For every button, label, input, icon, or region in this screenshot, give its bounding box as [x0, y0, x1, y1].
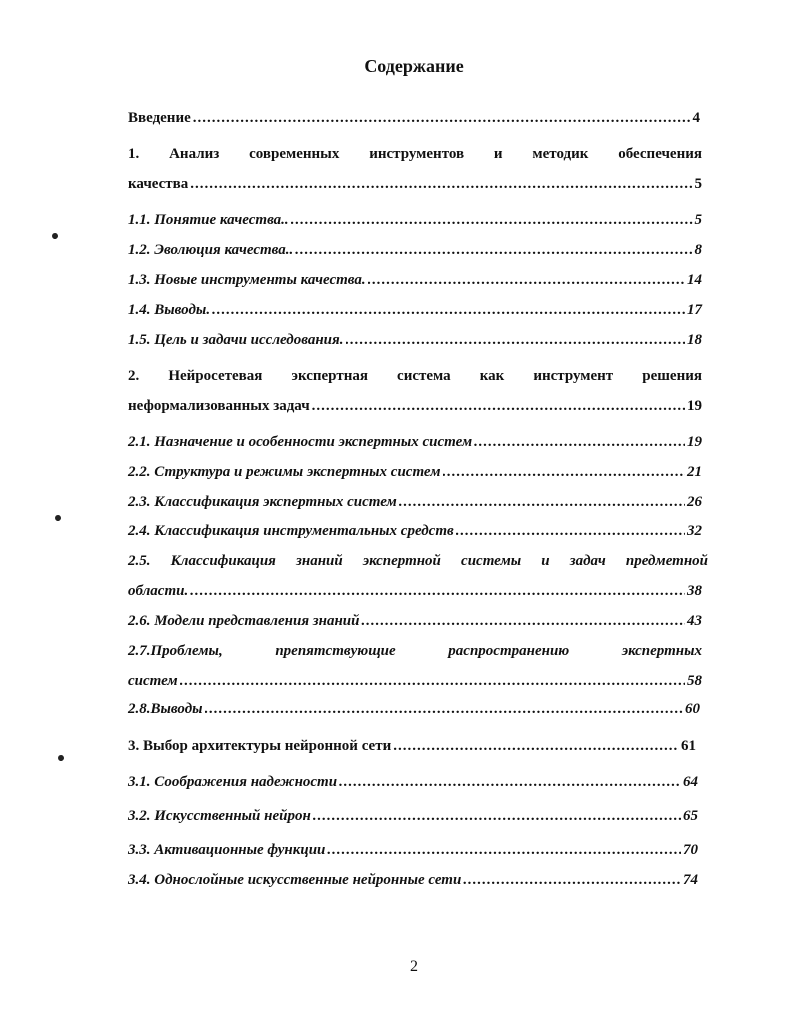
toc-entry-2-8[interactable]: 2.8.Выводы ..... 60: [128, 699, 700, 719]
toc-entry-2-4[interactable]: 2.4. Классификация инструментальных средств ..... 32: [128, 521, 702, 541]
scan-speck: [51, 232, 59, 240]
toc-entry-1-5[interactable]: 1.5. Цель и задачи исследования. ..... 18: [128, 330, 702, 350]
toc-entry-2-3[interactable]: 2.3. Классификация экспертных систем ..... 26: [128, 492, 702, 512]
toc-entry-3-3[interactable]: 3.3. Активационные функции ..... 70: [128, 840, 698, 860]
toc-entry-3-2[interactable]: 3.2. Искусственный нейрон ..... 65: [128, 806, 698, 826]
toc-entry-chapter-2[interactable]: 2. Нейросетевая экспертная система как инструмент решения неформализованных задач ..... 19: [128, 366, 702, 416]
toc-entry-2-7[interactable]: 2.7.Проблемы, препятствующие распространению экспертных систем ..... 58: [128, 641, 702, 691]
toc-entry-line: 1. Анализ современных инструментов и методик обеспечения: [128, 146, 702, 162]
toc-entry-chapter-1[interactable]: 1. Анализ современных инструментов и методик обеспечения качества ..... 5: [128, 144, 702, 194]
toc-entry-1-3[interactable]: 1.3. Новые инструменты качества. ..... 14: [128, 270, 702, 290]
toc-entry-1-2[interactable]: 1.2. Эволюция качества.. ..... 8: [128, 240, 702, 260]
toc-entry-line: 2.7.Проблемы, препятствующие распространению экспертных: [128, 643, 702, 659]
toc-entry-intro[interactable]: Введение ..... 4: [128, 108, 700, 128]
toc-entry-2-1[interactable]: 2.1. Назначение и особенности экспертных систем ..... 19: [128, 432, 702, 452]
scan-speck: [54, 514, 62, 522]
page-number: 2: [410, 958, 418, 975]
toc-entry-2-5[interactable]: 2.5. Классификация знаний экспертной системы и задач предметной области. ..... 38: [128, 551, 708, 601]
toc-entry-1-1[interactable]: 1.1. Понятие качества.. ..... 5: [128, 210, 702, 230]
toc-heading: Содержание: [364, 56, 464, 76]
toc-entry-3-4[interactable]: 3.4. Однослойные искусственные нейронные сети ..... 74: [128, 870, 698, 890]
toc-entry-line: 2.5. Классификация знаний экспертной системы и задач предметной: [128, 553, 708, 569]
toc-entry-chapter-3[interactable]: 3. Выбор архитектуры нейронной сети ..... 61: [128, 736, 696, 756]
toc-entry-line: 2. Нейросетевая экспертная система как инструмент решения: [128, 368, 702, 384]
toc-entry-2-6[interactable]: 2.6. Модели представления знаний ..... 43: [128, 611, 702, 631]
toc-entry-1-4[interactable]: 1.4. Выводы. ..... 17: [128, 300, 702, 320]
scan-speck: [57, 754, 65, 762]
toc-entry-2-2[interactable]: 2.2. Структура и режимы экспертных систем ..... 21: [128, 462, 702, 482]
toc-entry-3-1[interactable]: 3.1. Соображения надежности ..... 64: [128, 772, 698, 792]
